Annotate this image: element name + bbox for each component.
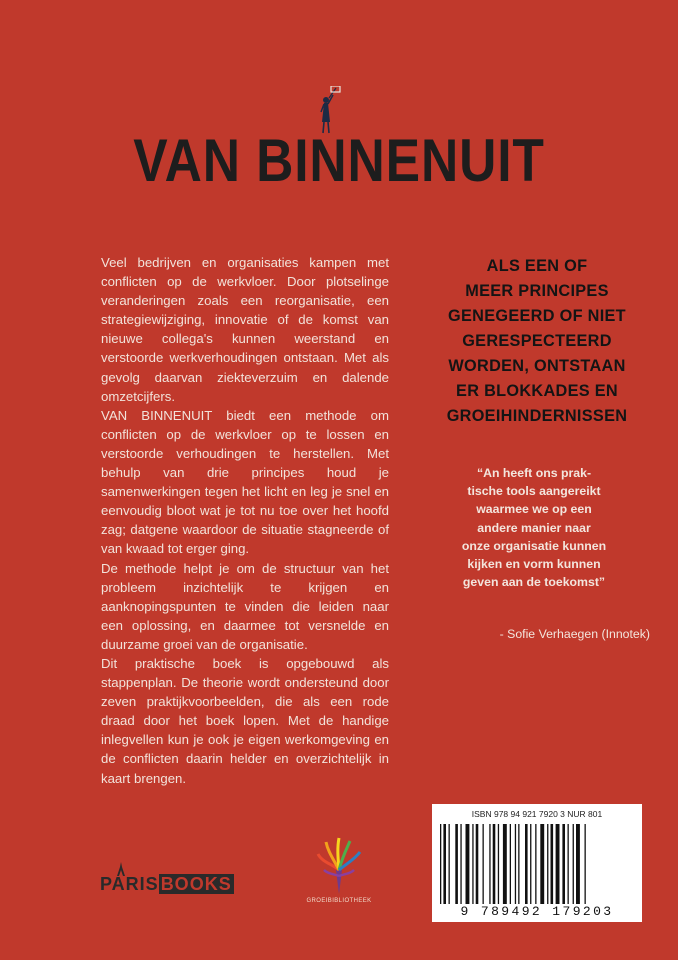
blurb-paragraph: Dit praktische boek is opgebouwd als stappenplan. De theorie wordt ondersteund door zeven praktijkvoorbeelden, die als een rode draad door het boek lopen. Met de handige inlegvellen kun je ook je eigen werkomgeving en de conflicten daarin helder en overzichtelijk in kaart brengen. xyxy=(101,655,389,786)
blurb-paragraph: VAN BINNENUIT biedt een methode om conflicten op de werkvloer op te lossen en verstoorde verhoudingen te herstellen. Met behulp van drie principes houd je samenwerkingen tegen het licht en leg je snel en eenvoudig bloot wat je tot nu toe over het hoofd zag; datgene waardoor de situatie stagneerde of van kwaad tot erger ging. xyxy=(101,407,389,557)
isbn-barcode xyxy=(432,804,642,922)
testimonial-line: geven aan de toekomst” xyxy=(462,575,606,590)
testimonial-attribution: - Sofie Verhaegen (Innotek) xyxy=(499,627,650,641)
book-title: VAN BINNENUIT xyxy=(133,127,545,194)
testimonial-line: “An heeft ons prak- xyxy=(476,466,592,480)
pullquote-line: ER BLOKKADES EN xyxy=(456,382,618,400)
isbn-text: ISBN 978 94 921 7920 3 NUR 801 xyxy=(471,809,603,819)
barcode-bars xyxy=(440,824,634,904)
pullquote-line: GERESPECTEERD xyxy=(462,332,612,350)
publisher-name-paris: PARIS xyxy=(100,874,159,894)
publisher-name-books: BOOKS xyxy=(160,874,232,894)
testimonial-line: tische tools aangereikt xyxy=(467,484,601,499)
testimonial-line: onze organisatie kunnen xyxy=(461,538,607,553)
testimonial-line: andere manier naar xyxy=(477,520,591,535)
pullquote-line: ALS EEN OF xyxy=(486,257,588,275)
pullquote xyxy=(428,254,646,429)
testimonial-line: kijken en vorm kunnen xyxy=(467,557,601,572)
rainbow-tree-icon xyxy=(312,836,366,896)
back-cover-blurb xyxy=(101,253,389,788)
testimonial-line: waarmee we op een xyxy=(476,502,592,517)
blurb-paragraph: De methode helpt je om de structuur van het probleem inzichtelijk te krijgen en aanknopingspunten te vinden die leiden naar een oplossing, en daarmee tot versnelde en duurzame groei van de organisatie. xyxy=(101,560,389,652)
imprint-caption: GROEIBIBLIOTHEEK xyxy=(306,898,372,904)
barcode-digits: 9 789492 179203 xyxy=(460,904,614,919)
publisher-logo xyxy=(100,864,250,908)
pullquote-line: MEER PRINCIPES xyxy=(465,282,609,300)
testimonial-quote xyxy=(423,464,645,591)
blurb-paragraph: Veel bedrijven en organisaties kampen met conflicten op de werkvloer. Door plotselinge veranderingen zoals een reorganisatie, een strategiewijziging, innovatie of de komst van nieuwe collega's kunnen weerstand en verstoorde werkverhoudingen ontstaan. Met als gevolg daarvan ziekteverzuim en dalende omzetcijfers. xyxy=(101,255,389,404)
pullquote-line: WORDEN, ONTSTAAN xyxy=(448,357,626,375)
imprint-logo xyxy=(306,836,372,914)
pullquote-line: GENEGEERD OF NIET xyxy=(448,307,626,325)
pullquote-line: GROEIHINDERNISSEN xyxy=(446,407,628,425)
